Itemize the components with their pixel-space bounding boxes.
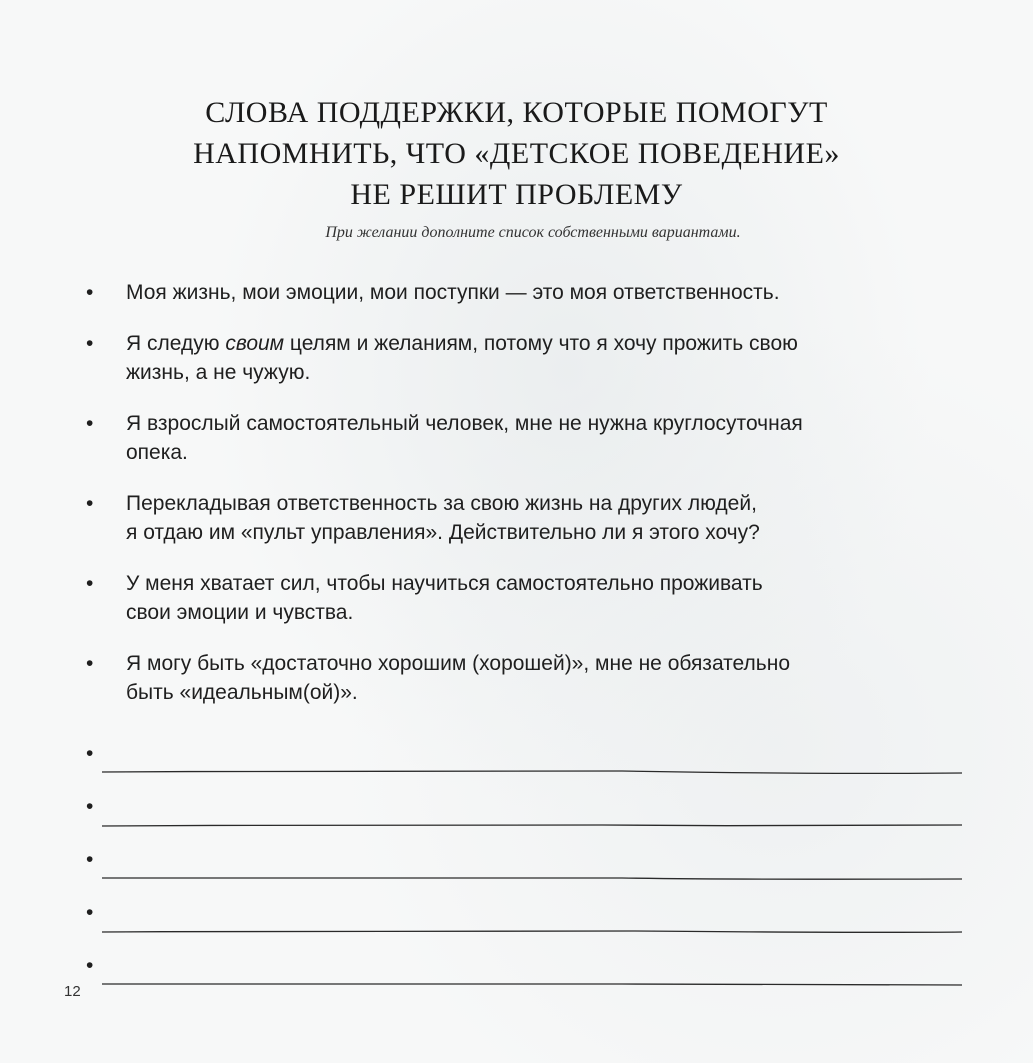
title-line-1: СЛОВА ПОДДЕРЖКИ, КОТОРЫЕ ПОМОГУТ [205, 96, 828, 129]
writing-line[interactable] [102, 821, 962, 829]
list-item [86, 278, 986, 307]
bullet: • [86, 954, 94, 977]
page-title [0, 92, 1033, 215]
bullet: • [86, 652, 94, 675]
blank-line-item [86, 950, 966, 1003]
item-text: Перекладывая ответственность за свою жизнь на других людей, [126, 492, 757, 515]
writing-line[interactable] [102, 768, 962, 776]
bullet: • [86, 848, 94, 871]
item-text-line2: я отдаю им «пульт управления». Действительно ли я этого хочу? [126, 521, 760, 544]
list-item [86, 489, 986, 547]
list-item [86, 409, 986, 467]
item-text-line2: свои эмоции и чувства. [126, 601, 354, 624]
blank-line-item [86, 791, 966, 844]
list-item [86, 649, 986, 707]
item-text-line2: жизнь, а не чужую. [126, 361, 311, 384]
item-text-line2: опека. [126, 441, 188, 464]
writing-line[interactable] [102, 927, 962, 935]
blank-line-item [86, 738, 966, 791]
bullet: • [86, 412, 94, 435]
blank-lines-list [86, 738, 966, 1003]
affirmations-list [86, 278, 986, 729]
bullet: • [86, 492, 94, 515]
title-line-2: НАПОМНИТЬ, ЧТО «ДЕТСКОЕ ПОВЕДЕНИЕ» [193, 137, 840, 170]
blank-line-item [86, 844, 966, 897]
bullet: • [86, 281, 94, 304]
item-text: Моя жизнь, мои эмоции, мои поступки — это моя ответственность. [126, 281, 780, 304]
writing-line[interactable] [102, 980, 962, 988]
title-line-3: НЕ РЕШИТ ПРОБЛЕМУ [350, 178, 683, 211]
bullet: • [86, 332, 94, 355]
bullet: • [86, 572, 94, 595]
list-item [86, 329, 986, 387]
blank-line-item [86, 897, 966, 950]
item-text: Я могу быть «достаточно хорошим (хорошей)», мне не обязательно [126, 652, 790, 675]
bullet: • [86, 901, 94, 924]
item-text-end: целям и желаниям, потому что я хочу прожить свою [284, 332, 798, 355]
item-text-start: Я следую [126, 332, 226, 355]
writing-line[interactable] [102, 874, 962, 882]
bullet: • [86, 795, 94, 818]
list-item [86, 569, 986, 627]
subtitle-instruction: При желании дополните список собственными вариантами. [325, 224, 741, 241]
bullet: • [86, 742, 94, 765]
page-number: 12 [64, 983, 81, 1000]
item-text: У меня хватает сил, чтобы научиться самостоятельно проживать [126, 572, 763, 595]
item-text-line2: быть «идеальным(ой)». [126, 681, 358, 704]
item-text: Я взрослый самостоятельный человек, мне не нужна круглосуточная [126, 412, 803, 435]
item-emphasis: своим [225, 332, 285, 355]
